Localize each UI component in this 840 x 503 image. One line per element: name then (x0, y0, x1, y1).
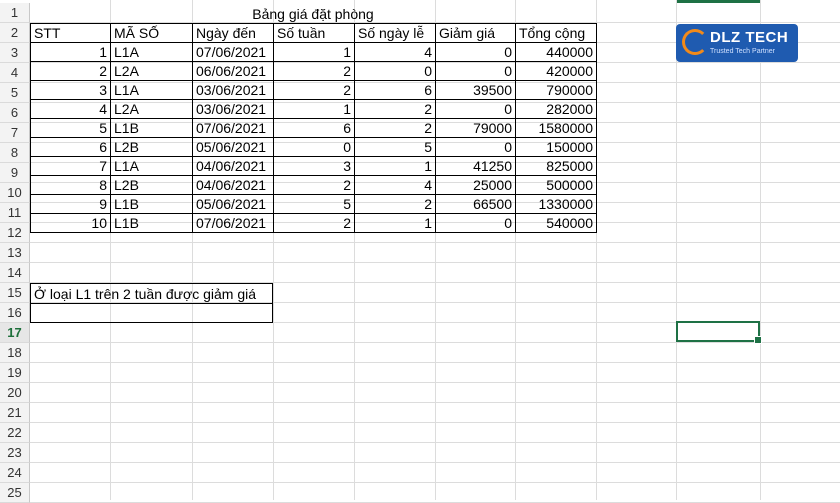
table-row (31, 43, 597, 62)
table-cell[interactable]: 25000 (436, 176, 516, 195)
gridline (30, 482, 840, 483)
table-cell[interactable]: 10 (31, 214, 111, 233)
row-header-2[interactable]: 2 (0, 23, 30, 43)
table-cell[interactable]: 6 (31, 138, 111, 157)
table-cell[interactable]: 420000 (516, 62, 597, 81)
row-header-3[interactable]: 3 (0, 43, 30, 63)
table-cell[interactable]: L1A (111, 157, 193, 176)
table-cell[interactable]: 07/06/2021 (193, 119, 274, 138)
header-cell-ngay-den[interactable]: Ngày đến (193, 24, 274, 43)
table-cell[interactable]: 790000 (516, 81, 597, 100)
table-cell[interactable]: 4 (31, 100, 111, 119)
table-cell[interactable]: 1330000 (516, 195, 597, 214)
table-cell[interactable]: 150000 (516, 138, 597, 157)
table-cell[interactable]: 1 (31, 43, 111, 62)
header-cell-ma-so[interactable]: MÃ SỐ (111, 24, 193, 43)
table-cell[interactable]: 03/06/2021 (193, 100, 274, 119)
table-cell[interactable]: 04/06/2021 (193, 176, 274, 195)
gridline (30, 362, 840, 363)
table-cell[interactable]: 2 (355, 119, 436, 138)
selected-cell[interactable] (676, 321, 760, 342)
table-cell[interactable]: 5 (31, 119, 111, 138)
row-header-11[interactable]: 11 (0, 203, 30, 223)
table-cell[interactable]: 1 (355, 214, 436, 233)
gridline (30, 342, 840, 343)
table-cell[interactable]: L2B (111, 176, 193, 195)
table-cell[interactable]: 0 (274, 138, 355, 157)
dlz-tech-logo (676, 24, 798, 62)
table-row (31, 100, 597, 119)
table-cell[interactable]: 0 (436, 138, 516, 157)
table-row (31, 138, 597, 157)
table-cell[interactable]: 8 (31, 176, 111, 195)
table-row (31, 195, 597, 214)
table-cell[interactable]: 540000 (516, 214, 597, 233)
table-row (31, 176, 597, 195)
table-cell[interactable]: 07/06/2021 (193, 214, 274, 233)
table-cell[interactable]: 825000 (516, 157, 597, 176)
table-cell[interactable]: 5 (355, 138, 436, 157)
table-header-row (31, 24, 597, 43)
table-cell[interactable]: L2A (111, 100, 193, 119)
table-cell[interactable]: L1B (111, 195, 193, 214)
table-cell[interactable]: 2 (274, 214, 355, 233)
table-cell[interactable]: 05/06/2021 (193, 195, 274, 214)
row-header-4[interactable]: 4 (0, 63, 30, 83)
table-cell[interactable]: 2 (274, 81, 355, 100)
table-cell[interactable]: L2A (111, 62, 193, 81)
table-row (31, 214, 597, 233)
table-row (31, 81, 597, 100)
dlz-logo-icon (682, 29, 708, 55)
table-cell[interactable]: 500000 (516, 176, 597, 195)
table-cell[interactable]: 282000 (516, 100, 597, 119)
table-cell[interactable]: 3 (31, 81, 111, 100)
table-cell[interactable]: 06/06/2021 (193, 62, 274, 81)
table-cell[interactable]: L1A (111, 43, 193, 62)
table-cell[interactable]: 66500 (436, 195, 516, 214)
table-cell[interactable]: L2B (111, 138, 193, 157)
table-body (31, 43, 597, 233)
table-cell[interactable]: L1B (111, 214, 193, 233)
gridline (30, 382, 840, 383)
table-cell[interactable]: L1A (111, 81, 193, 100)
table-cell[interactable]: 2 (274, 176, 355, 195)
header-cell-stt[interactable]: STT (31, 24, 111, 43)
table-title[interactable]: Bảng giá đặt phòng (252, 6, 374, 22)
header-cell-so-ngay-le[interactable]: Số ngày lễ (355, 24, 436, 43)
table-row (31, 157, 597, 176)
gridline (30, 402, 840, 403)
table-cell[interactable]: 1 (274, 43, 355, 62)
table-cell[interactable]: 0 (436, 43, 516, 62)
table-cell[interactable]: L1B (111, 119, 193, 138)
row-header-14[interactable]: 14 (0, 263, 30, 283)
row-header-21[interactable]: 21 (0, 403, 30, 423)
table-cell[interactable]: 1580000 (516, 119, 597, 138)
note-box-divider (31, 303, 272, 304)
row-header-17[interactable]: 17 (0, 323, 30, 343)
gridline (30, 242, 840, 243)
row-header-6[interactable]: 6 (0, 103, 30, 123)
row-header-10[interactable]: 10 (0, 183, 30, 203)
row-header-7[interactable]: 7 (0, 123, 30, 143)
row-header-9[interactable]: 9 (0, 163, 30, 183)
gridline (676, 0, 677, 500)
table-row (31, 119, 597, 138)
table-cell[interactable]: 0 (436, 100, 516, 119)
table-cell[interactable]: 2 (274, 62, 355, 81)
gridline (30, 262, 840, 263)
row-header-18[interactable]: 18 (0, 343, 30, 363)
table-cell[interactable]: 2 (31, 62, 111, 81)
row-header-8[interactable]: 8 (0, 143, 30, 163)
table-cell[interactable]: 0 (355, 62, 436, 81)
note-text[interactable]: Ở loại L1 trên 2 tuần được giảm giá (34, 286, 257, 302)
row-header-15[interactable]: 15 (0, 283, 30, 303)
gridline (30, 462, 840, 463)
row-header-13[interactable]: 13 (0, 243, 30, 263)
row-header-1[interactable]: 1 (0, 3, 30, 23)
row-header-24[interactable]: 24 (0, 463, 30, 483)
table-cell[interactable]: 9 (31, 195, 111, 214)
table-row (31, 62, 597, 81)
table-cell[interactable]: 1 (274, 100, 355, 119)
row-header-12[interactable]: 12 (0, 223, 30, 243)
table-cell[interactable]: 4 (355, 176, 436, 195)
logo-brand-text: DLZ TECH (710, 29, 789, 46)
fill-handle[interactable] (754, 336, 762, 344)
table-cell[interactable]: 03/06/2021 (193, 81, 274, 100)
header-cell-tong-cong[interactable]: Tổng cộng (516, 24, 597, 43)
row-header-20[interactable]: 20 (0, 383, 30, 403)
table-cell[interactable]: 2 (355, 195, 436, 214)
row-header-25[interactable]: 25 (0, 483, 30, 503)
logo-slogan-text: Trusted Tech Partner (710, 48, 775, 55)
row-header-19[interactable]: 19 (0, 363, 30, 383)
row-header-23[interactable]: 23 (0, 443, 30, 463)
table-cell[interactable]: 79000 (436, 119, 516, 138)
table-cell[interactable]: 39500 (436, 81, 516, 100)
gridline (30, 442, 840, 443)
table-cell[interactable]: 41250 (436, 157, 516, 176)
table-cell[interactable]: 1 (355, 157, 436, 176)
table-cell[interactable]: 2 (355, 100, 436, 119)
table-cell[interactable]: 440000 (516, 43, 597, 62)
header-cell-giam-gia[interactable]: Giảm giá (436, 24, 516, 43)
table-cell[interactable]: 4 (355, 43, 436, 62)
header-cell-so-tuan[interactable]: Số tuần (274, 24, 355, 43)
table-cell[interactable]: 3 (274, 157, 355, 176)
column-selection-indicator (676, 0, 760, 3)
table-cell[interactable]: 0 (436, 214, 516, 233)
table-cell[interactable]: 6 (355, 81, 436, 100)
table-cell[interactable]: 05/06/2021 (193, 138, 274, 157)
gridline (30, 422, 840, 423)
price-table (30, 23, 597, 233)
table-cell[interactable]: 7 (31, 157, 111, 176)
table-cell[interactable]: 07/06/2021 (193, 43, 274, 62)
row-header-5[interactable]: 5 (0, 83, 30, 103)
table-cell[interactable]: 04/06/2021 (193, 157, 274, 176)
row-header-22[interactable]: 22 (0, 423, 30, 443)
table-cell[interactable]: 6 (274, 119, 355, 138)
table-cell[interactable]: 0 (436, 62, 516, 81)
row-header-16[interactable]: 16 (0, 303, 30, 323)
table-cell[interactable]: 5 (274, 195, 355, 214)
note-box (30, 283, 273, 323)
gridline (760, 0, 761, 500)
